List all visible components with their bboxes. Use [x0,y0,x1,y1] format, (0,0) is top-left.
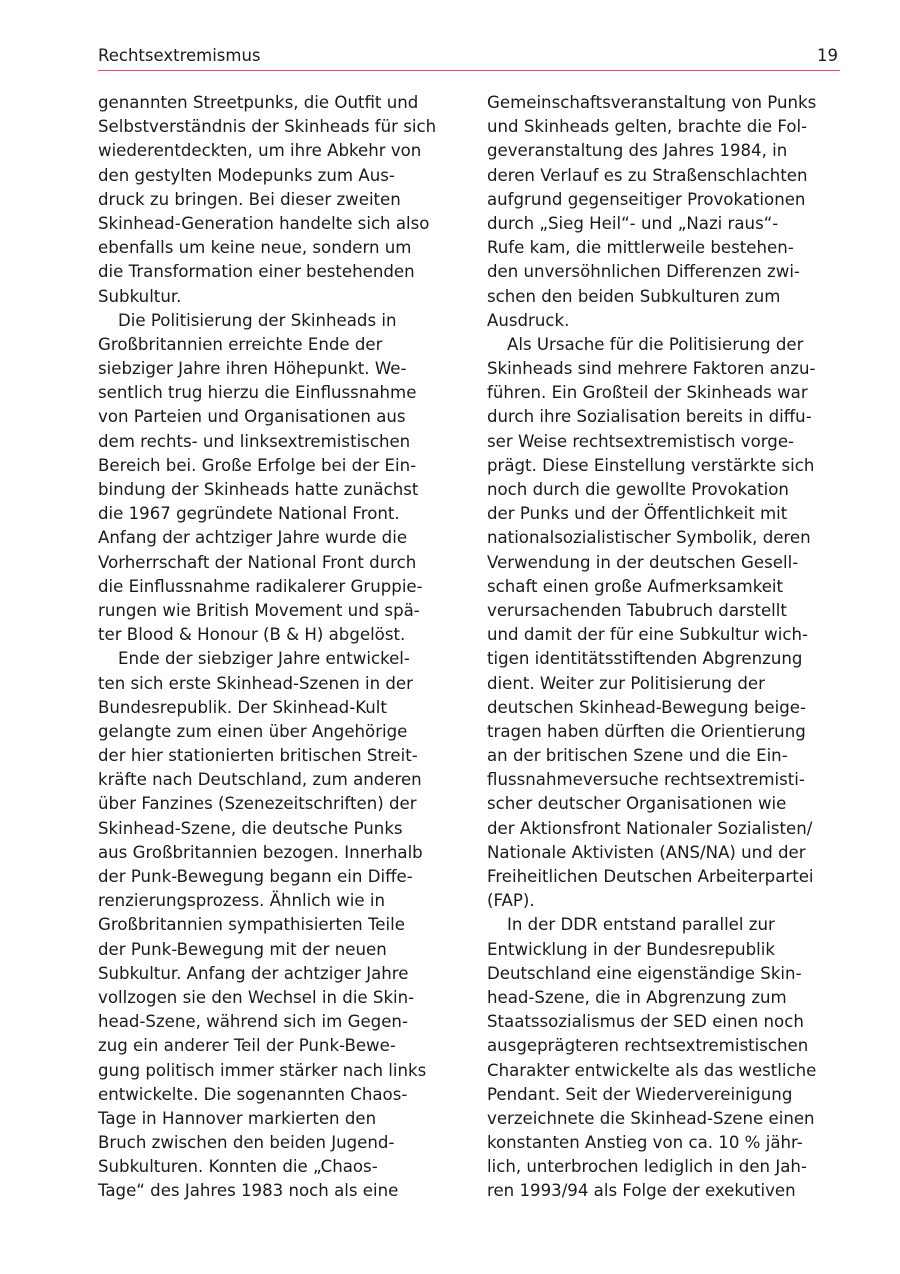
text-line: prägt. Diese Einstellung verstärkte sich [487,455,815,475]
text-line: ren 1993/94 als Folge der exekutiven [487,1181,796,1201]
text-line: ter Blood & Honour (B & H) abgelöst. [98,625,406,645]
text-line: Skinhead-Generation handelte sich also [98,213,430,233]
text-line: Rufe kam, die mittlerweile bestehen- [487,238,794,258]
text-line: Großbritannien sympathisierten Teile [98,915,405,935]
text-line: aufgrund gegenseitiger Provokationen [487,189,806,209]
text-line: die Einflussnahme radikalerer Gruppie- [98,576,423,596]
text-line: ebenfalls um keine neue, sondern um [98,238,412,258]
text-line: über Fanzines (Szenezeitschriften) der [98,794,417,814]
text-line: Subkultur. Anfang der achtziger Jahre [98,963,409,983]
text-line: entwickelte. Die sogenannten Chaos- [98,1084,408,1104]
text-line: Charakter entwickelte als das westliche [487,1060,817,1080]
text-line: vollzogen sie den Wechsel in die Skin- [98,987,415,1007]
text-line: flussnahmeversuche rechtsextremisti- [487,770,805,790]
text-line: Subkultur. [98,286,182,306]
text-line: Großbritannien erreichte Ende der [98,334,383,354]
text-line: Pendant. Seit der Wiedervereinigung [487,1084,793,1104]
text-line: Vorherrschaft der National Front durch [98,552,417,572]
text-line: tragen haben dürften die Orientierung [487,721,806,741]
text-column-left [98,91,450,1204]
text-line: In der DDR entstand parallel zur [507,915,775,935]
text-line: und damit der für eine Subkultur wich- [487,625,808,645]
text-line: der hier stationierten britischen Streit- [98,746,418,766]
text-line: Tage“ des Jahres 1983 noch als eine [98,1181,399,1201]
text-line: der Aktionsfront Nationaler Sozialisten/ [487,818,813,838]
text-line: head-Szene, während sich im Gegen- [98,1012,408,1032]
text-line: gung politisch immer stärker nach links [98,1060,427,1080]
text-line: siebziger Jahre ihren Höhepunkt. We- [98,359,407,379]
page-header [98,44,840,71]
text-line: druck zu bringen. Bei dieser zweiten [98,189,401,209]
text-line: (FAP). [487,891,535,911]
text-line: führen. Ein Großteil der Skinheads war [487,383,808,403]
text-line: Tage in Hannover markierten den [98,1108,377,1128]
text-line: gelangte zum einen über Angehörige [98,721,408,741]
text-line: nationalsozialistischer Symbolik, deren [487,528,811,548]
text-line: die 1967 gegründete National Front. [98,504,400,524]
text-line: geveranstaltung des Jahres 1984, in [487,141,788,161]
text-line: Selbstverständnis der Skinheads für sich [98,117,437,137]
text-line: der Punk-Bewegung mit der neuen [98,939,387,959]
text-line: verursachenden Tabubruch darstellt [487,600,787,620]
text-line: konstanten Anstieg von ca. 10 % jähr- [487,1133,803,1153]
text-line: Ausdruck. [487,310,570,330]
text-line: Skinhead-Szene, die deutsche Punks [98,818,403,838]
text-line: dient. Weiter zur Politisierung der [487,673,765,693]
text-line: durch „Sieg Heil“- und „Nazi raus“- [487,213,779,233]
text-line: Staatssozialismus der SED einen noch [487,1012,804,1032]
text-line: Subkulturen. Konnten die „Chaos- [98,1157,378,1177]
text-line: ausgeprägteren rechtsextremistischen [487,1036,809,1056]
text-line: Die Politisierung der Skinheads in [118,310,397,330]
text-line: Entwicklung in der Bundesrepublik [487,939,776,959]
text-line: Nationale Aktivisten (ANS/NA) und der [487,842,806,862]
text-line: head-Szene, die in Abgrenzung zum [487,987,787,1007]
text-line: und Skinheads gelten, brachte die Fol- [487,117,808,137]
text-line: kräfte nach Deutschland, zum anderen [98,770,422,790]
text-line: ten sich erste Skinhead-Szenen in der [98,673,413,693]
text-line: schen den beiden Subkulturen zum [487,286,781,306]
text-line: scher deutscher Organisationen wie [487,794,787,814]
text-line: schaft einen große Aufmerksamkeit [487,576,784,596]
text-line: genannten Streetpunks, die Outfit und [98,93,419,112]
text-line: rungen wie British Movement und spä- [98,600,420,620]
text-line: deutschen Skinhead-Bewegung beige- [487,697,806,717]
text-line: sentlich trug hierzu die Einflussnahme [98,383,417,403]
page-number: 19 [817,46,838,65]
text-line: noch durch die gewollte Provokation [487,480,789,499]
text-line: den unversöhnlichen Differenzen zwi- [487,262,800,282]
text-column-right [487,91,839,1204]
text-line: Freiheitlichen Deutschen Arbeiterpartei [487,867,814,886]
running-title: Rechtsextremismus [98,46,261,65]
text-line: lich, unterbrochen lediglich in den Jah- [487,1157,807,1177]
text-line: der Punks und der Öffentlichkeit mit [487,504,788,524]
text-line: ser Weise rechtsextremistisch vorge- [487,431,795,451]
text-line: verzeichnete die Skinhead-Szene einen [487,1108,815,1128]
text-line: Gemeinschaftsveranstaltung von Punks [487,93,817,112]
text-line: Skinheads sind mehrere Faktoren anzu- [487,359,816,379]
text-line: Bereich bei. Große Erfolge bei der Ein- [98,455,417,475]
text-line: tigen identitätsstiftenden Abgrenzung [487,649,803,669]
text-line: deren Verlauf es zu Straßenschlachten [487,165,808,185]
text-line: Verwendung in der deutschen Gesell- [487,552,799,572]
text-line: Anfang der achtziger Jahre wurde die [98,528,408,548]
text-line: zug ein anderer Teil der Punk-Bewe- [98,1036,396,1056]
text-line: Ende der siebziger Jahre entwickel- [118,649,410,669]
text-line: Als Ursache für die Politisierung der [507,334,804,354]
text-line: renzierungsprozess. Ähnlich wie in [98,891,385,911]
text-line: durch ihre Sozialisation bereits in diffu- [487,407,812,427]
text-line: aus Großbritannien bezogen. Innerhalb [98,842,423,862]
text-line: von Parteien und Organisationen aus [98,407,406,427]
text-line: dem rechts- und linksextremistischen [98,431,411,451]
text-line: bindung der Skinheads hatte zunächst [98,480,419,499]
text-line: wiederentdeckten, um ihre Abkehr von [98,141,422,161]
text-line: Bundesrepublik. Der Skinhead-Kult [98,697,387,717]
text-line: die Transformation einer bestehenden [98,262,415,282]
text-line: den gestylten Modepunks zum Aus- [98,165,395,185]
text-line: an der britischen Szene und die Ein- [487,746,788,766]
text-line: Bruch zwischen den beiden Jugend- [98,1133,395,1153]
text-line: Deutschland eine eigenständige Skin- [487,963,802,983]
text-line: der Punk-Bewegung begann ein Diffe- [98,867,413,886]
